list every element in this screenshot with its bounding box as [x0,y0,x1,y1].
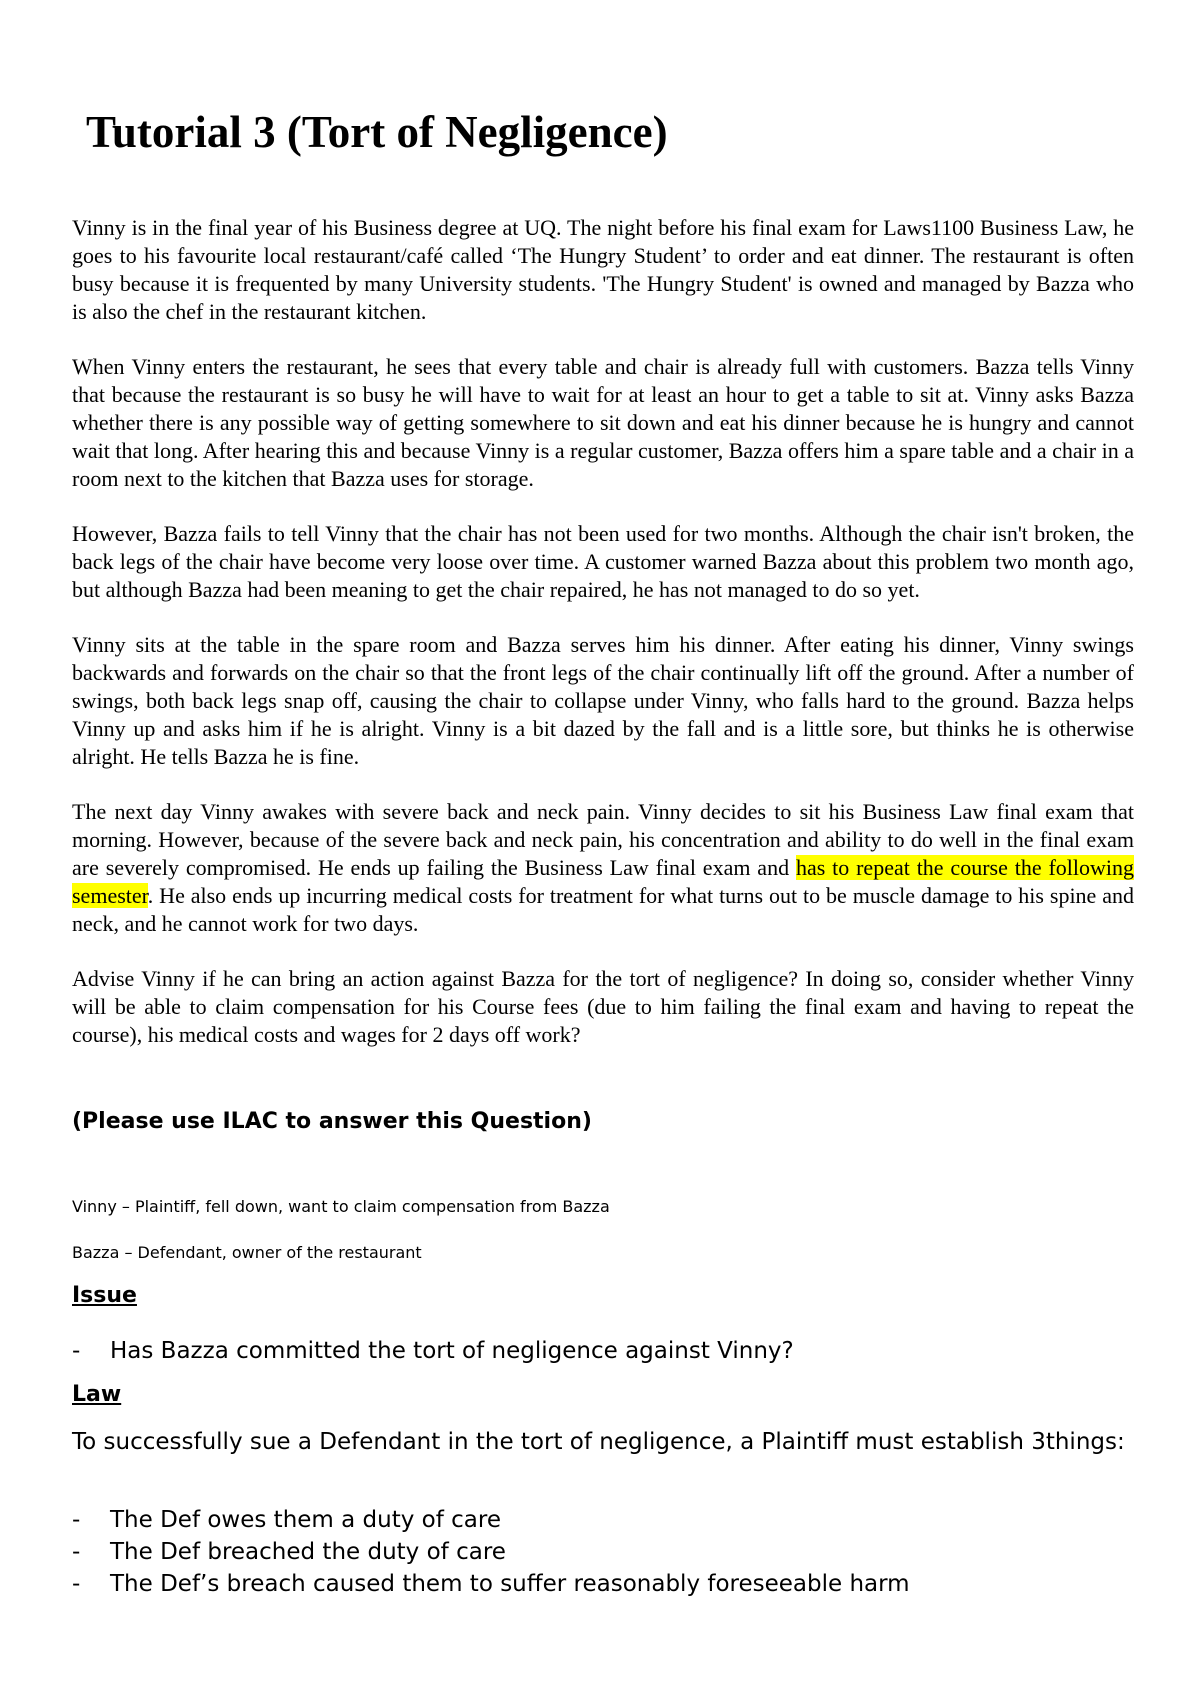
list-item-text: The Def owes them a duty of care [110,1507,501,1533]
paragraph-text: The next day Vinny awakes with severe back and neck pain. Vinny decides to sit his Business Law final exam that morning. However, because of the severe back and neck pain, his concentration and ability to do well in the final exam are severely compromised. He ends up failing the Business Law final exam and [72,799,1134,880]
plaintiff-note: Vinny – Plaintiff, fell down, want to claim compensation from Bazza [72,1197,610,1216]
issue-heading: Issue [72,1283,137,1308]
law-heading: Law [72,1382,122,1407]
scenario-paragraph: However, Bazza fails to tell Vinny that the chair has not been used for two months. Although the chair isn't broken, the back legs of the chair have become very loose over time. A customer warned Bazza about this problem two month ago, but although Bazza had been meaning to get the chair repaired, he has not managed to do so yet. [72,521,1134,602]
list-item-text: The Def’s breach caused them to suffer reasonably foreseeable harm [110,1571,910,1597]
scenario-question: Advise Vinny if he can bring an action against Bazza for the tort of negligence? In doing so, consider whether Vinny will be able to claim compensation for his Course fees (due to him failing the final exam and having to repeat the course), his medical costs and wages for 2 days off work? [72,966,1134,1047]
list-item [72,1335,794,1367]
bullet-dash: - [72,1539,81,1565]
highlighted-text: has to repeat the course the following semester [72,855,1134,908]
scenario-paragraph: When Vinny enters the restaurant, he sees that every table and chair is already full with customers. Bazza tells Vinny that because the restaurant is so busy he will have to wait for at least an hour to get a table to sit at. Vinny asks Bazza whether there is any possible way of getting somewhere to sit down and eat his dinner because he is hungry and cannot wait that long. After hearing this and because Vinny is a regular customer, Bazza offers him a spare table and a chair in a room next to the kitchen that Bazza uses for storage. [72,354,1134,491]
list-item [72,1536,910,1568]
law-elements-list [72,1504,910,1600]
bullet-dash: - [72,1507,81,1533]
list-item [72,1568,910,1600]
list-item-text: The Def breached the duty of care [110,1539,506,1565]
scenario-paragraph: Vinny is in the final year of his Business degree at UQ. The night before his final exam for Laws1100 Business Law, he goes to his favourite local restaurant/café called ‘The Hungry Student’ to order and eat dinner. The restaurant is often busy because it is frequented by many University students. 'The Hungry Student' is owned and managed by Bazza who is also the chef in the restaurant kitchen. [72,215,1134,324]
paragraph-text: . He also ends up incurring medical costs for treatment for what turns out to be muscle damage to his spine and neck, and he cannot work for two days. [72,883,1134,936]
law-intro: To successfully sue a Defendant in the tort of negligence, a Plaintiff must establish 3things: [72,1429,1125,1455]
ilac-instruction: (Please use ILAC to answer this Question) [72,1109,592,1134]
bullet-dash: - [72,1338,81,1364]
scenario-paragraph [72,798,1134,938]
scenario-paragraph: Vinny sits at the table in the spare room and Bazza serves him his dinner. After eating his dinner, Vinny swings backwards and forwards on the chair so that the front legs of the chair continually lift off the ground. After a number of swings, both back legs snap off, causing the chair to collapse under Vinny, who falls hard to the ground. Bazza helps Vinny up and asks him if he is alright. Vinny is a bit dazed by the fall and is a little sore, but thinks he is otherwise alright. He tells Bazza he is fine. [72,632,1134,769]
bullet-dash: - [72,1571,81,1597]
defendant-note: Bazza – Defendant, owner of the restaurant [72,1243,422,1262]
scenario-text [72,214,1134,1049]
document-title: Tutorial 3 (Tort of Negligence) [86,107,668,157]
list-item [72,1504,910,1536]
list-item-text: Has Bazza committed the tort of negligence against Vinny? [110,1338,794,1364]
issue-list [72,1335,794,1367]
